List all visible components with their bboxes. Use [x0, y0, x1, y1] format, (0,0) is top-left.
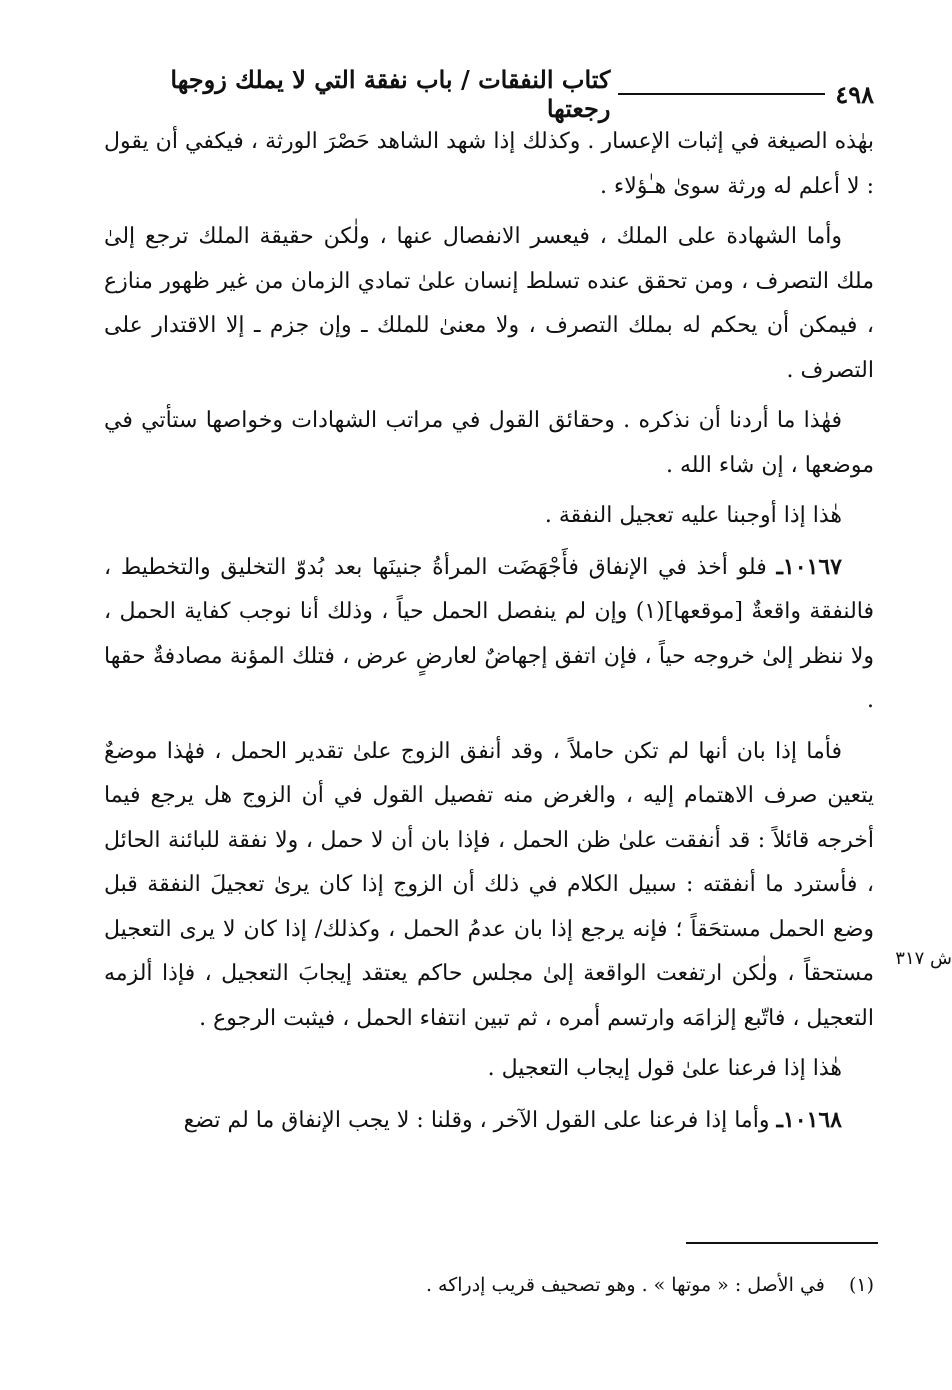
- section-text: فلو أخذ في الإنفاق فأَجْهَضَت المرأةُ جنينَها بعد بُدوّ التخليق والتخطيط ، فالنفقة واقعةٌ [موقعها](١) وإن لم ينفصل الحمل حياً ، وذلك أنا نوجب كفاية الحمل ، ولا ننظر إلىٰ خروجه حياً ، فإن اتفق إجهاضٌ لعارضٍ عرض ، فتلك المؤنة مصادفةٌ حقها .: [104, 554, 874, 713]
- main-text: [104, 120, 874, 1149]
- section-number: ١٠١٦٧ـ: [776, 553, 842, 580]
- section-10168: [104, 1098, 874, 1144]
- margin-manuscript-note: ش ٣١٧: [895, 948, 952, 969]
- paragraph-2: وأما الشهادة على الملك ، فيعسر الانفصال عنها ، ولٰكن حقيقة الملك ترجع إلىٰ ملك التصرف ، ومن تحقق عنده تسلط إنسان علىٰ تمادي الزمان من غير ظهور منازع ، فيمكن أن يحكم له بملك التصرف ، ولا معنىٰ للملك ـ وإن جزم ـ إلا الاقتدار على التصرف .: [104, 224, 874, 383]
- paragraph-4: هٰذا إذا أوجبنا عليه تعجيل النفقة .: [544, 503, 842, 528]
- paragraph-5: فأما إذا بان أنها لم تكن حاملاً ، وقد أنفق الزوج علىٰ تقدير الحمل ، فهٰذا موضعٌ يتعين صرف الاهتمام إليه ، والغرض منه تفصيل القول في أن الزوج هل يرجع فيما أخرجه قائلاً : قد أنفقت علىٰ ظن الحمل ، فإذا بان أن لا حمل ، ولا نفقة للبائنة الحائل ، فأسترد ما أنفقته : سبيل الكلام في ذلك أن الزوج إذا كان يرىٰ تعجيلَ النفقة قبل وضع الحمل مستحَقاً ؛ فإنه يرجع إذا بان عدمُ الحمل ، وكذلك/ إذا كان لا يرى التعجيل مستحقاً ، ولٰكن ارتفعت الواقعة إلىٰ مجلس حاكم يعتقد إيجابَ التعجيل ، فإذا ألزمه التعجيل ، فاتّبع إلزامَه وارتسم أمره ، ثم تبين انتفاء الحمل ، فيثبت الرجوع .: [104, 738, 874, 1031]
- paragraph-3: فهٰذا ما أردنا أن نذكره . وحقائق القول في مراتب الشهادات وخواصها ستأتي في موضعها ، إن شاء الله .: [104, 408, 874, 478]
- footnote-mark: (١): [848, 1274, 874, 1296]
- running-title: كتاب النفقات / باب نفقة التي لا يملك زوجها رجعتها: [170, 65, 611, 123]
- section-text: وأما إذا فرعنا على القول الآخر ، وقلنا : لا يجب الإنفاق ما لم تضع: [183, 1107, 770, 1133]
- section-10167: [104, 545, 874, 724]
- page-number: ٤٩٨: [835, 79, 874, 109]
- header-rule: [618, 93, 825, 95]
- footnote: [200, 1270, 874, 1300]
- footnote-text: في الأصل : « موتها » . وهو تصحيف قريب إدراكه .: [425, 1274, 825, 1296]
- section-number: ١٠١٦٨ـ: [776, 1106, 842, 1133]
- footnote-separator: [686, 1242, 878, 1244]
- paragraph-6: هٰذا إذا فرعنا علىٰ قول إيجاب التعجيل .: [487, 1056, 842, 1081]
- paragraph-1: بهٰذه الصيغة في إثبات الإعسار . وكذلك إذا شهد الشاهد حَصْرَ الورثة ، فيكفي أن يقول : لا أعلم له ورثة سوىٰ هـٰؤلاء .: [104, 129, 874, 199]
- page-header: [106, 65, 874, 123]
